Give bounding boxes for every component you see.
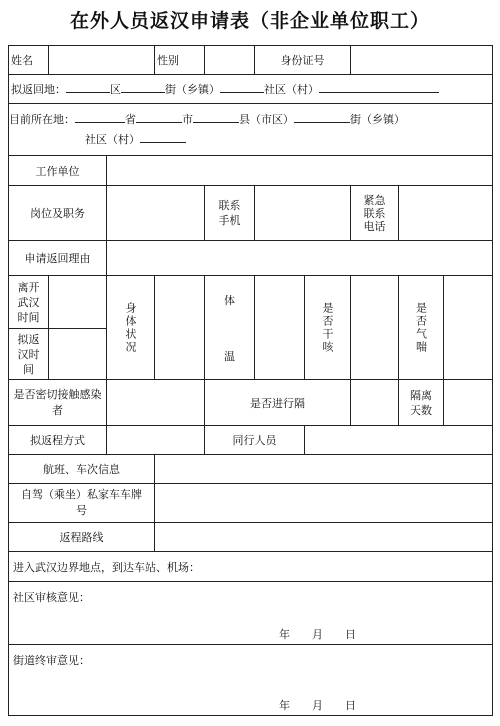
row-name (9, 46, 493, 75)
dry-cough-label-cell (305, 276, 351, 380)
close-contact-field[interactable] (107, 380, 205, 426)
health-label: 身体状况 (124, 301, 137, 354)
quarantined-label: 是否进行隔 (205, 380, 351, 426)
flight-train-label: 航班、车次信息 (9, 455, 155, 484)
return-time-label: 拟返汉时间 (9, 329, 49, 380)
community-review-cell[interactable] (9, 582, 493, 645)
shortness-breath-label-cell (399, 276, 444, 380)
emergency-phone-field[interactable] (399, 186, 493, 241)
companions-label: 同行人员 (205, 426, 305, 455)
row-contact (9, 380, 493, 426)
return-method-label: 拟返程方式 (9, 426, 107, 455)
application-form-table (8, 45, 493, 716)
name-label: 姓名 (9, 46, 49, 75)
return-time-field[interactable] (49, 329, 107, 380)
row-current-address (9, 104, 493, 156)
quarantine-days-label: 隔离天数 (399, 380, 444, 426)
shortness-breath-label: 是否气喘 (414, 301, 428, 354)
contact-phone-field[interactable] (255, 186, 351, 241)
close-contact-label: 是否密切接触感染者 (9, 380, 107, 426)
row-return-address (9, 75, 493, 104)
temperature-label-top: 体 (224, 293, 235, 307)
private-car-label: 自驾（乘坐）私家车车牌号 (9, 484, 155, 523)
position-field[interactable] (107, 186, 205, 241)
leave-time-field[interactable] (49, 276, 107, 329)
form-title: 在外人员返汉申请表（非企业单位职工） (69, 10, 430, 32)
current-address-cell[interactable]: 目前所在地： 省 市 县（市区） 街（乡镇） 社区（村） (9, 104, 493, 156)
quarantined-field[interactable] (351, 380, 399, 426)
row-reason (9, 241, 493, 276)
private-car-field[interactable] (155, 484, 493, 523)
flight-train-field[interactable] (155, 455, 493, 484)
community-review-date: 年 月 日 (279, 628, 356, 641)
health-label-cell (107, 276, 155, 380)
street-review-cell[interactable] (9, 645, 493, 716)
position-label: 岗位及职务 (9, 186, 107, 241)
temperature-field[interactable] (255, 276, 305, 380)
entry-point-cell[interactable] (9, 552, 493, 582)
name-field[interactable] (49, 46, 155, 75)
work-unit-label: 工作单位 (9, 156, 107, 186)
row-flight-train (9, 455, 493, 484)
companions-field[interactable] (305, 426, 493, 455)
quarantine-days-field[interactable] (444, 380, 493, 426)
return-method-field[interactable] (107, 426, 205, 455)
id-number-label: 身份证号 (255, 46, 351, 75)
row-private-car (9, 484, 493, 523)
street-review-date: 年 月 日 (279, 699, 356, 712)
row-return-route (9, 523, 493, 552)
dry-cough-field[interactable] (351, 276, 399, 380)
return-route-field[interactable] (155, 523, 493, 552)
row-leave-time (9, 276, 493, 329)
health-field[interactable] (155, 276, 205, 380)
gender-label: 性别 (155, 46, 205, 75)
row-community-review (9, 582, 493, 645)
row-street-review (9, 645, 493, 716)
row-entry-point (9, 552, 493, 582)
shortness-breath-field[interactable] (444, 276, 493, 380)
reason-label: 申请返回理由 (9, 241, 107, 276)
row-position (9, 186, 493, 241)
gender-field[interactable] (205, 46, 255, 75)
id-number-field[interactable] (351, 46, 493, 75)
entry-point-label: 进入武汉边界地点，到达车站、机场： (13, 560, 200, 574)
contact-phone-label: 联系手机 (205, 186, 255, 241)
street-review-label: 街道终审意见： (13, 654, 90, 667)
dry-cough-label: 是否干咳 (321, 301, 334, 354)
return-address-label: 拟返回地： (11, 83, 66, 96)
community-review-label: 社区审核意见： (13, 591, 90, 604)
work-unit-field[interactable] (107, 156, 493, 186)
current-address-label: 目前所在地： (9, 112, 75, 126)
temperature-label-cell (205, 276, 255, 380)
reason-field[interactable] (107, 241, 493, 276)
emergency-phone-label: 紧急联系电话 (351, 186, 399, 241)
leave-time-label: 离开武汉时间 (9, 276, 49, 329)
return-route-label: 返程路线 (9, 523, 155, 552)
row-work-unit (9, 156, 493, 186)
return-address-cell[interactable]: 拟返回地： 区 街（乡镇） 社区（村） (9, 75, 493, 104)
temperature-label-bottom: 温 (224, 349, 235, 363)
row-return-method (9, 426, 493, 455)
